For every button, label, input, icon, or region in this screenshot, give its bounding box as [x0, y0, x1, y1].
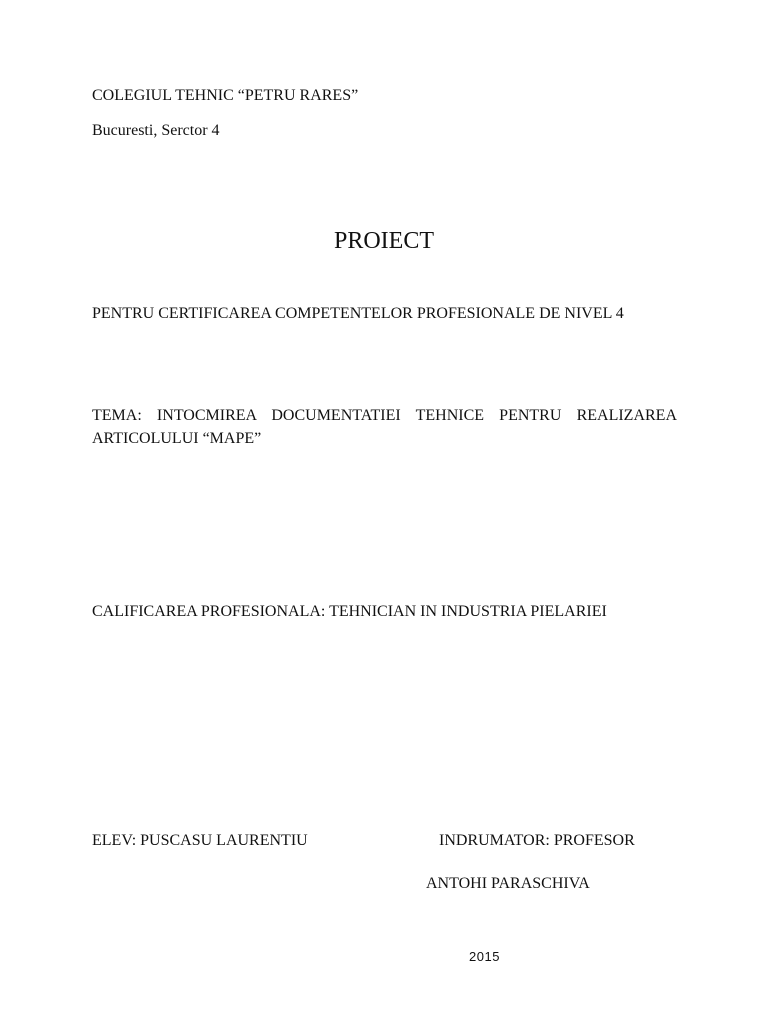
professional-qualification: CALIFICAREA PROFESIONALA: TEHNICIAN IN INDUSTRIA PIELARIEI — [92, 603, 607, 620]
document-title: PROIECT — [333, 228, 434, 254]
school-name: COLEGIUL TEHNIC “PETRU RARES” — [92, 87, 359, 104]
project-theme: TEMA: INTOCMIREA DOCUMENTATIEI TEHNICE PENTRU REALIZAREA ARTICOLULUI “MAPE” — [92, 407, 677, 447]
coordinator-title: INDRUMATOR: PROFESOR — [439, 832, 635, 849]
coordinator-name: ANTOHI PARASCHIVA — [426, 875, 590, 892]
certification-purpose: PENTRU CERTIFICAREA COMPETENTELOR PROFESIONALE DE NIVEL 4 — [92, 305, 624, 322]
school-location: Bucuresti, Serctor 4 — [92, 122, 220, 139]
student-name: ELEV: PUSCASU LAURENTIU — [92, 832, 308, 849]
document-year: 2015 — [469, 949, 500, 964]
